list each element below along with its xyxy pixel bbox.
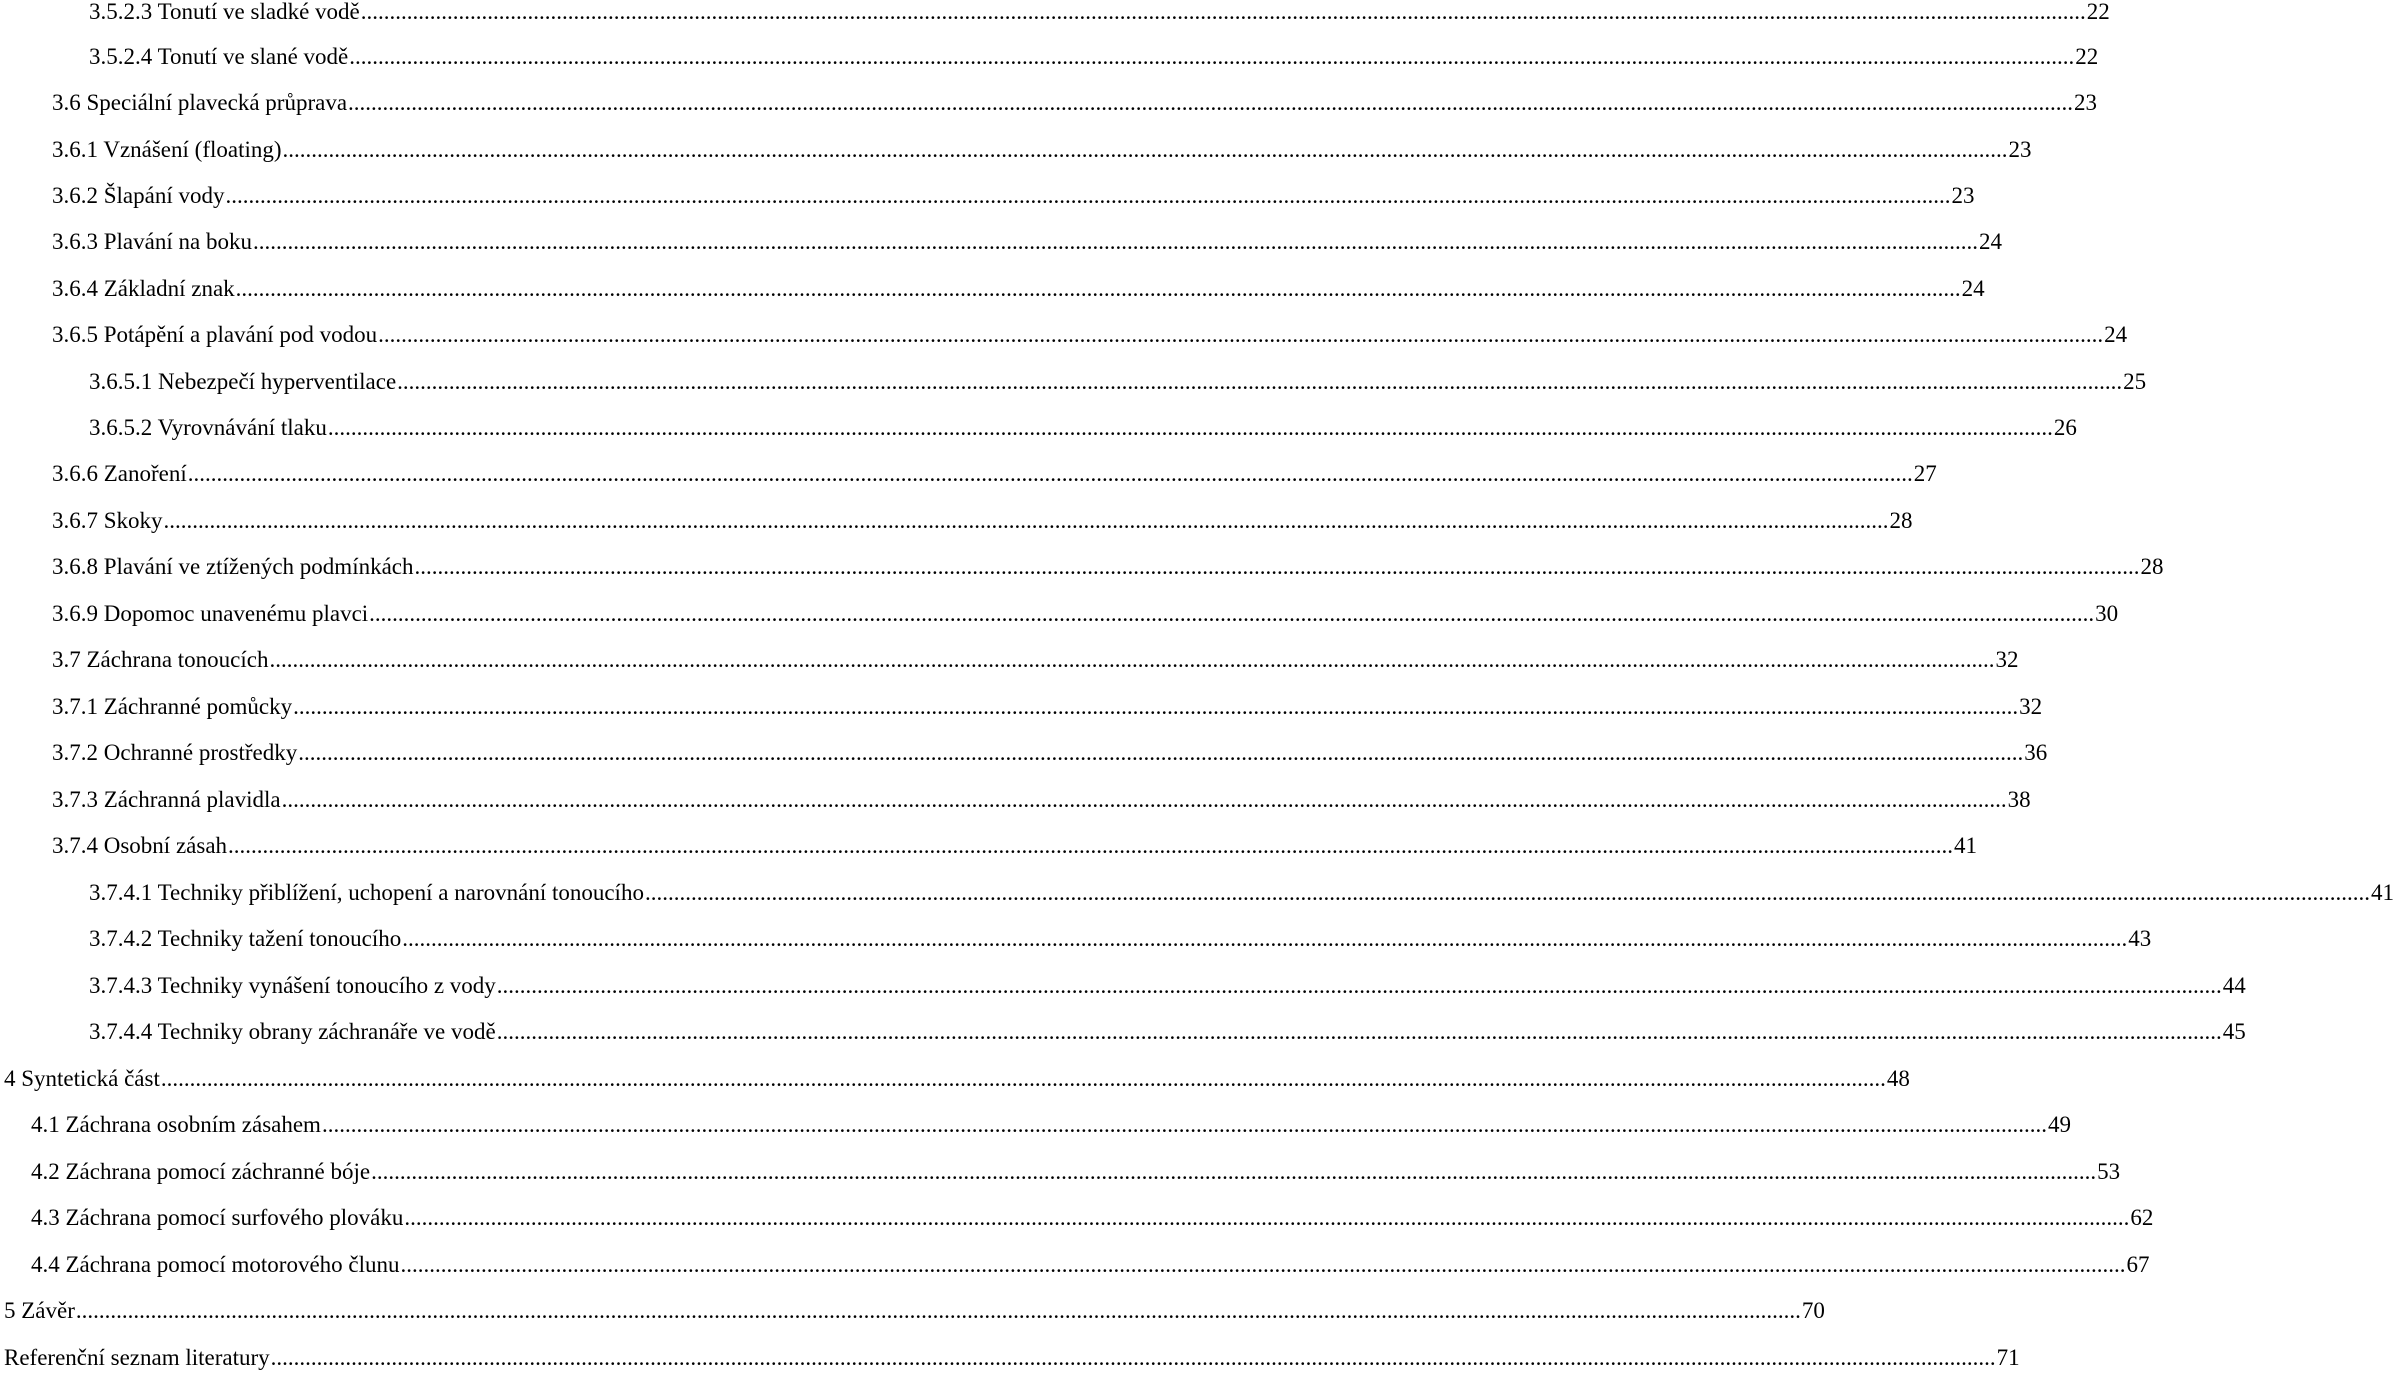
dot-leader: ............................................................................................................................................................................................................................................................................................................	[235, 276, 1961, 301]
toc-entry-title: 3.7.4.4 Techniky obrany záchranáře ve vodě	[89, 1019, 496, 1044]
dot-leader: ............................................................................................................................................................................................................................................................................................................	[298, 740, 2024, 765]
toc-entry[interactable]	[31, 1198, 2154, 1238]
toc-entry[interactable]	[89, 919, 2152, 959]
toc-entry-page: 36	[2024, 740, 2048, 765]
toc-entry-page: 53	[2097, 1159, 2121, 1184]
dot-leader: ............................................................................................................................................................................................................................................................................................................	[369, 601, 2095, 626]
dot-leader: ............................................................................................................................................................................................................................................................................................................	[270, 1345, 1996, 1370]
toc-entry-title: 5 Závěr	[4, 1298, 75, 1323]
dot-leader: ............................................................................................................................................................................................................................................................................................................	[293, 694, 2019, 719]
toc-entry[interactable]	[52, 222, 2002, 262]
toc-entry[interactable]	[52, 176, 1975, 216]
toc-entry-page: 22	[2075, 44, 2099, 69]
toc-entry-page: 44	[2222, 973, 2246, 998]
toc-entry[interactable]	[89, 37, 2099, 77]
toc-entry[interactable]	[4, 1059, 1910, 1099]
toc-entry-page: 26	[2053, 415, 2077, 440]
toc-entry-title: 3.6.1 Vznášení (floating)	[52, 137, 282, 162]
toc-entry-title: 3.7.4 Osobní zásah	[52, 833, 228, 858]
dot-leader: ............................................................................................................................................................................................................................................................................................................	[228, 833, 1954, 858]
toc-entry-title: 4.1 Záchrana osobním zásahem	[31, 1112, 321, 1137]
toc-entry-title: 3.7.1 Záchranné pomůcky	[52, 694, 293, 719]
toc-entry[interactable]	[31, 1245, 2150, 1285]
dot-leader: ............................................................................................................................................................................................................................................................................................................	[644, 880, 2370, 905]
toc-entry-page: 23	[2074, 90, 2098, 115]
toc-entry[interactable]	[31, 1105, 2071, 1145]
dot-leader: ............................................................................................................................................................................................................................................................................................................	[327, 415, 2053, 440]
dot-leader: ............................................................................................................................................................................................................................................................................................................	[402, 926, 2128, 951]
dot-leader: ............................................................................................................................................................................................................................................................................................................	[282, 137, 2008, 162]
toc-entry[interactable]	[89, 408, 2077, 448]
dot-leader: ............................................................................................................................................................................................................................................................................................................	[348, 90, 2074, 115]
toc-entry-page: 41	[1954, 833, 1978, 858]
toc-entry-page: 45	[2222, 1019, 2246, 1044]
toc-entry-title: 4 Syntetická část	[4, 1066, 160, 1091]
toc-entry[interactable]	[89, 0, 2110, 32]
toc-entry[interactable]	[52, 315, 2128, 355]
toc-entry-page: 38	[2007, 787, 2031, 812]
toc-entry-page: 24	[1978, 229, 2002, 254]
toc-entry-title: 3.7.4.2 Techniky tažení tonoucího	[89, 926, 402, 951]
toc-entry-page: 67	[2126, 1252, 2150, 1277]
toc-entry[interactable]	[52, 687, 2043, 727]
toc-entry-page: 48	[1886, 1066, 1910, 1091]
toc-entry[interactable]	[31, 1152, 2121, 1192]
toc-entry-title: 3.7.2 Ochranné prostředky	[52, 740, 298, 765]
dot-leader: ............................................................................................................................................................................................................................................................................................................	[269, 647, 1995, 672]
toc-entry[interactable]	[52, 780, 2031, 820]
toc-entry[interactable]	[89, 873, 2394, 913]
toc-entry-title: 3.6.2 Šlapání vody	[52, 183, 225, 208]
toc-entry-title: 3.7.4.1 Techniky přiblížení, uchopení a narovnání tonoucího	[89, 880, 644, 905]
toc-entry-title: 3.6.8 Plavání ve ztížených podmínkách	[52, 554, 414, 579]
dot-leader: ............................................................................................................................................................................................................................................................................................................	[187, 461, 1913, 486]
dot-leader: ............................................................................................................................................................................................................................................................................................................	[349, 44, 2075, 69]
toc-entry-title: 3.6.5.2 Vyrovnávání tlaku	[89, 415, 327, 440]
toc-entry[interactable]	[52, 547, 2164, 587]
dot-leader: ............................................................................................................................................................................................................................................................................................................	[378, 322, 2104, 347]
dot-leader: ............................................................................................................................................................................................................................................................................................................	[160, 1066, 1886, 1091]
toc-entry-page: 27	[1913, 461, 1937, 486]
toc-entry[interactable]	[52, 83, 2098, 123]
dot-leader: ............................................................................................................................................................................................................................................................................................................	[414, 554, 2140, 579]
toc-entry-title: 3.7.3 Záchranná plavidla	[52, 787, 281, 812]
toc-entry-page: 28	[1889, 508, 1913, 533]
toc-entry[interactable]	[52, 130, 2032, 170]
dot-leader: ............................................................................................................................................................................................................................................................................................................	[321, 1112, 2047, 1137]
toc-entry-page: 25	[2123, 369, 2147, 394]
toc-entry[interactable]	[52, 269, 1985, 309]
toc-entry-title: 3.7 Záchrana tonoucích	[52, 647, 269, 672]
dot-leader: ............................................................................................................................................................................................................................................................................................................	[252, 229, 1978, 254]
toc-entry-title: 3.6.9 Dopomoc unavenému plavci	[52, 601, 369, 626]
toc-entry-title: 3.6.4 Základní znak	[52, 276, 235, 301]
toc-entry[interactable]	[89, 1012, 2246, 1052]
toc-entry-title: 3.6.5 Potápění a plavání pod vodou	[52, 322, 378, 347]
toc-entry-page: 22	[2086, 0, 2110, 24]
toc-entry-title: 3.6.6 Zanoření	[52, 461, 187, 486]
toc-entry[interactable]	[4, 1338, 2020, 1378]
toc-entry-title: 3.6.5.1 Nebezpečí hyperventilace	[89, 369, 397, 394]
toc-entry[interactable]	[52, 640, 2019, 680]
toc-entry-title: 4.3 Záchrana pomocí surfového plováku	[31, 1205, 404, 1230]
dot-leader: ............................................................................................................................................................................................................................................................................................................	[360, 0, 2086, 24]
toc-entry[interactable]	[89, 362, 2147, 402]
dot-leader: ............................................................................................................................................................................................................................................................................................................	[281, 787, 2007, 812]
toc-entry-page: 30	[2095, 601, 2119, 626]
toc-entry[interactable]	[89, 966, 2246, 1006]
toc-entry-title: 3.7.4.3 Techniky vynášení tonoucího z vody	[89, 973, 496, 998]
toc-entry-page: 23	[1951, 183, 1975, 208]
dot-leader: ............................................................................................................................................................................................................................................................................................................	[75, 1298, 1801, 1323]
dot-leader: ............................................................................................................................................................................................................................................................................................................	[496, 973, 2222, 998]
toc-entry-page: 24	[1961, 276, 1985, 301]
dot-leader: ............................................................................................................................................................................................................................................................................................................	[400, 1252, 2126, 1277]
toc-entry-page: 49	[2047, 1112, 2071, 1137]
toc-entry[interactable]	[52, 454, 1937, 494]
toc-entry[interactable]	[52, 826, 1978, 866]
toc-entry-title: 3.6 Speciální plavecká průprava	[52, 90, 348, 115]
toc-entry-title: 3.5.2.3 Tonutí ve sladké vodě	[89, 0, 360, 24]
toc-entry-page: 70	[1801, 1298, 1825, 1323]
toc-entry[interactable]	[4, 1291, 1825, 1331]
toc-entry-title: 3.6.3 Plavání na boku	[52, 229, 252, 254]
toc-entry-page: 28	[2140, 554, 2164, 579]
toc-entry-title: 3.5.2.4 Tonutí ve slané vodě	[89, 44, 349, 69]
dot-leader: ............................................................................................................................................................................................................................................................................................................	[371, 1159, 2097, 1184]
toc-entry-page: 23	[2008, 137, 2032, 162]
toc-entry[interactable]	[52, 594, 2119, 634]
dot-leader: ............................................................................................................................................................................................................................................................................................................	[163, 508, 1889, 533]
toc-entry-title: Referenční seznam literatury	[4, 1345, 270, 1370]
toc-entry-page: 71	[1996, 1345, 2020, 1370]
toc-entry-page: 24	[2104, 322, 2128, 347]
toc-entry-page: 32	[2019, 694, 2043, 719]
toc-entry-title: 4.4 Záchrana pomocí motorového člunu	[31, 1252, 400, 1277]
dot-leader: ............................................................................................................................................................................................................................................................................................................	[496, 1019, 2222, 1044]
toc-entry[interactable]	[52, 501, 1913, 541]
toc-entry-title: 3.6.7 Skoky	[52, 508, 163, 533]
toc-entry-page: 62	[2130, 1205, 2154, 1230]
toc-entry-title: 4.2 Záchrana pomocí záchranné bóje	[31, 1159, 371, 1184]
toc-entry[interactable]	[52, 733, 2048, 773]
toc-entry-page: 43	[2128, 926, 2152, 951]
dot-leader: ............................................................................................................................................................................................................................................................................................................	[404, 1205, 2130, 1230]
dot-leader: ............................................................................................................................................................................................................................................................................................................	[397, 369, 2123, 394]
toc-entry-page: 32	[1995, 647, 2019, 672]
toc-entry-page: 41	[2370, 880, 2394, 905]
dot-leader: ............................................................................................................................................................................................................................................................................................................	[225, 183, 1951, 208]
